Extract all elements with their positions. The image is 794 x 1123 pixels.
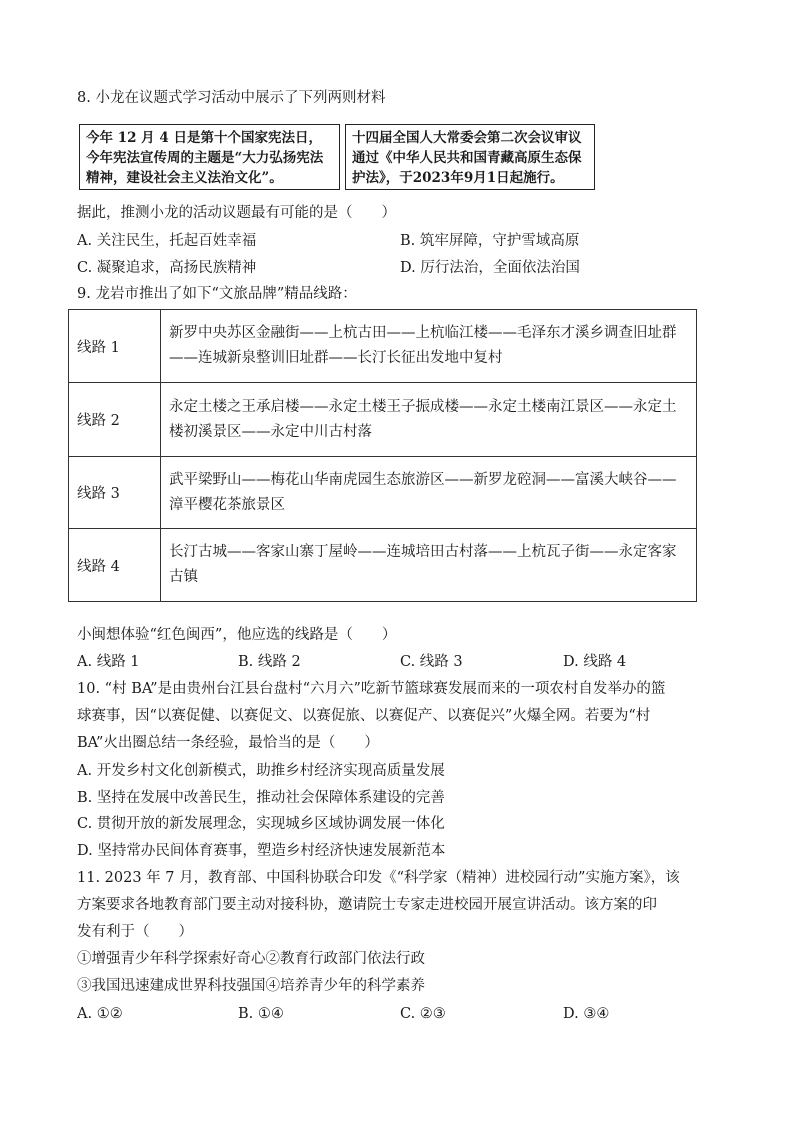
q8-option-b[interactable]: B. 筑牢屏障，守护雪域高原 <box>400 233 580 249</box>
route-name: 线路 3 <box>69 457 161 529</box>
q10-stem-line-3: BA”火出圈总结一条经验，最恰当的是（ ） <box>77 735 379 751</box>
q8-question: 据此，推测小龙的活动议题最有可能的是（ ） <box>77 205 396 221</box>
route-desc: 长汀古城——客家山寨丁屋岭——连城培田古村落——上杭瓦子街——永定客家古镇 <box>161 529 697 602</box>
q10-stem-line-1: 10. “村 BA”是由贵州台江县台盘村“六月六”吃新节篮球赛发展而来的一项农村自发举办的篮 <box>77 681 666 697</box>
route-desc: 新罗中央苏区金融街——上杭古田——上杭临江楼——毛泽东才溪乡调查旧址群——连城新泉整训旧址群——长汀长征出发地中复村 <box>161 310 697 383</box>
q11-option-c[interactable]: C. ②③ <box>400 1006 446 1022</box>
q9-option-d[interactable]: D. 线路 4 <box>563 654 627 670</box>
q10-stem-line-2: 球赛事，因“以赛促健、以赛促文、以赛促旅、以赛促产、以赛促兴”火爆全网。若要为“村 <box>77 708 651 724</box>
q11-option-a[interactable]: A. ①② <box>77 1006 123 1022</box>
q10-option-a[interactable]: A. 开发乡村文化创新模式，助推乡村经济实现高质量发展 <box>77 763 445 779</box>
q9-option-c[interactable]: C. 线路 3 <box>400 654 463 670</box>
q10-option-b[interactable]: B. 坚持在发展中改善民生，推动社会保障体系建设的完善 <box>77 790 445 806</box>
route-name: 线路 1 <box>69 310 161 383</box>
route-desc: 武平梁野山——梅花山华南虎园生态旅游区——新罗龙硿洞——富溪大峡谷——漳平樱花茶旅景区 <box>161 457 697 529</box>
q8-material-box-1 <box>79 124 340 190</box>
table-row <box>69 383 697 457</box>
q9-question: 小闽想体验“红色闽西”，他应选的线路是（ ） <box>77 627 397 643</box>
table-row <box>69 457 697 529</box>
q11-stem-line-1: 11. 2023 年 7 月，教育部、中国科协联合印发《“科学家（精神）进校园行动”实施方案》，该 <box>77 870 680 886</box>
q9-option-b[interactable]: B. 线路 2 <box>238 654 301 670</box>
table-row <box>69 529 697 602</box>
q10-option-d[interactable]: D. 坚持常办民间体育赛事，塑造乡村经济快速发展新范本 <box>77 843 446 859</box>
route-name: 线路 2 <box>69 383 161 457</box>
q11-stem-line-3: 发有利于（ ） <box>77 924 193 940</box>
q8-option-c[interactable]: C. 凝聚追求，高扬民族精神 <box>77 260 257 276</box>
routes-table <box>68 309 697 602</box>
q9-stem: 9. 龙岩市推出了如下“文旅品牌”精品线路： <box>77 286 357 302</box>
q8-option-a[interactable]: A. 关注民生，托起百姓幸福 <box>77 233 257 249</box>
q11-statements-line-1: ①增强青少年科学探索好奇心②教育行政部门依法行政 <box>77 951 425 967</box>
q8-material-box-2 <box>345 124 595 190</box>
route-name: 线路 4 <box>69 529 161 602</box>
q8-stem: 8. 小龙在议题式学习活动中展示了下列两则材料 <box>77 90 386 106</box>
q10-option-c[interactable]: C. 贯彻开放的新发展理念，实现城乡区域协调发展一体化 <box>77 816 445 832</box>
q11-option-b[interactable]: B. ①④ <box>238 1006 284 1022</box>
q8-material-2: 十四届全国人大常委会第二次会议审议通过《中华人民共和国青藏高原生态保护法》，于2023年9月1日起施行。 <box>352 130 582 186</box>
route-desc: 永定土楼之王承启楼——永定土楼王子振成楼——永定土楼南江景区——永定土楼初溪景区——永定中川古村落 <box>161 383 697 457</box>
q8-material-1: 今年 12 月 4 日是第十个国家宪法日，今年宪法宣传周的主题是“大力弘扬宪法精神，建设社会主义法治文化”。 <box>86 130 324 186</box>
table-row <box>69 310 697 383</box>
q11-stem-line-2: 方案要求各地教育部门要主动对接科协，邀请院士专家走进校园开展宣讲活动。该方案的印 <box>77 897 657 913</box>
q9-option-a[interactable]: A. 线路 1 <box>77 654 140 670</box>
q8-option-d[interactable]: D. 厉行法治，全面依法治国 <box>400 260 580 276</box>
q11-statements-line-2: ③我国迅速建成世界科技强国④培养青少年的科学素养 <box>77 978 425 994</box>
q11-option-d[interactable]: D. ③④ <box>563 1006 610 1022</box>
